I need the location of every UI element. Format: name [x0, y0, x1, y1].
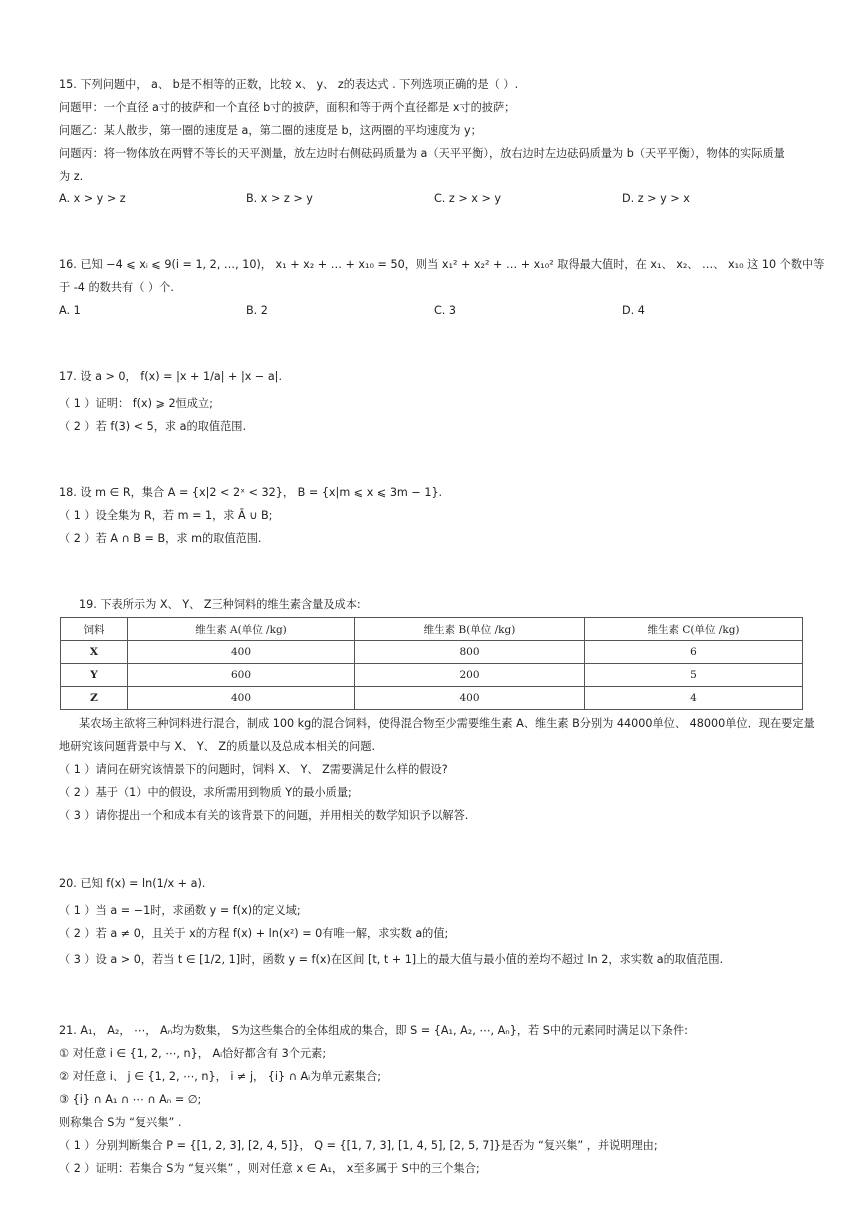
table-cell: 4 — [585, 687, 803, 710]
q16-option-b: B. 2 — [246, 304, 268, 317]
q17-part2: （ 2 ）若 f(3) < 5，求 a的取值范围. — [59, 420, 247, 433]
q16-line1: 16. 已知 −4 ⩽ xᵢ ⩽ 9(i = 1, 2, …, 10)， x₁ + x₂ + … + x₁₀ = 50，则当 x₁² + x₂² + … + x₁₀² 取得最大值时，在 x₁、 x₂、 …、 x₁₀ 这 10 个数中等 — [59, 258, 825, 271]
q21-definition: 则称集合 S为 “复兴集” . — [59, 1116, 182, 1129]
q20-part3: （ 3 ）设 a > 0，若当 t ∈ [1/2, 1]时，函数 y = f(x)在区间 [t, t + 1]上的最大值与最小值的差均不超过 ln 2，求实数 a的取值范围. — [59, 953, 724, 966]
q17-part1: （ 1 ）证明： f(x) ⩾ 2恒成立; — [59, 397, 213, 410]
table-cell: X — [61, 641, 128, 664]
table-cell: 6 — [585, 641, 803, 664]
table-header-row — [61, 618, 803, 641]
q19-part3: （ 3 ）请你提出一个和成本有关的该背景下的问题，并用相关的数学知识予以解答. — [59, 809, 469, 822]
q19-part1: （ 1 ）请问在研究该情景下的问题时，饲料 X、 Y、 Z需要满足什么样的假设? — [59, 763, 448, 776]
table-cell: Y — [61, 664, 128, 687]
q19-part2: （ 2 ）基于（1）中的假设，求所需用到物质 Y的最小质量; — [59, 786, 352, 799]
q15-option-a: A. x > y > z — [59, 192, 126, 205]
table-cell: 600 — [128, 664, 355, 687]
q18-part2: （ 2 ）若 A ∩ B = B，求 m的取值范围. — [59, 532, 262, 545]
table-header: 维生素 A(单位 /kg) — [128, 618, 355, 641]
table-header: 饲料 — [61, 618, 128, 641]
q15-problem-a: 问题甲：一个直径 a寸的披萨和一个直径 b寸的披萨，面积和等于两个直径都是 x寸的披萨； — [59, 101, 516, 114]
table-cell: 400 — [355, 687, 585, 710]
table-row — [61, 664, 803, 687]
q15-option-b: B. x > z > y — [246, 192, 313, 205]
q17-stem: 17. 设 a > 0， f(x) = |x + 1/a| + |x − a|. — [59, 370, 283, 383]
q15-option-c: C. z > x > y — [434, 192, 502, 205]
q19-paragraph-line1: 某农场主欲将三种饲料进行混合，制成 100 kg的混合饲料，使得混合物至少需要维生素 A、维生素 B分别为 44000单位、 48000单位．现在要定量 — [79, 717, 815, 730]
table-cell: 5 — [585, 664, 803, 687]
q19-paragraph-line2: 地研究该问题背景中与 X、 Y、 Z的质量以及总成本相关的问题. — [59, 740, 376, 753]
table-header: 维生素 B(单位 /kg) — [355, 618, 585, 641]
q15-option-d: D. z > y > x — [622, 192, 690, 205]
q19-title: 19. 下表所示为 X、 Y、 Z三种饲料的维生素含量及成本: — [79, 598, 361, 611]
q21-stem: 21. A₁， A₂， ⋯， Aₙ均为数集， S为这些集合的全体组成的集合，即 S = {A₁, A₂, ⋯, Aₙ}，若 S中的元素同时满足以下条件: — [59, 1024, 688, 1037]
q18-part1: （ 1 ）设全集为 R，若 m = 1，求 Ā ∪ B; — [59, 509, 273, 522]
q18-stem: 18. 设 m ∈ R，集合 A = {x|2 < 2ˣ < 32}， B = {x|m ⩽ x ⩽ 3m − 1}. — [59, 486, 443, 499]
table-cell: 400 — [128, 641, 355, 664]
table-row — [61, 687, 803, 710]
table-cell: Z — [61, 687, 128, 710]
q15-problem-b: 问题乙：某人散步，第一圈的速度是 a，第二圈的速度是 b，这两圈的平均速度为 y； — [59, 124, 482, 137]
table-cell: 800 — [355, 641, 585, 664]
q16-option-a: A. 1 — [59, 304, 81, 317]
table-cell: 400 — [128, 687, 355, 710]
q21-condition2: ② 对任意 i、 j ∈ {1, 2, ⋯, n}， i ≠ j， {i} ∩ Aᵢ为单元素集合; — [59, 1070, 381, 1083]
q21-condition3: ③ {i} ∩ A₁ ∩ ⋯ ∩ Aₙ = ∅; — [59, 1093, 202, 1106]
vitamin-table — [60, 617, 803, 710]
table-cell: 200 — [355, 664, 585, 687]
q20-part1: （ 1 ）当 a = −1时，求函数 y = f(x)的定义域; — [59, 904, 301, 917]
q16-line2: 于 -4 的数共有（ ）个. — [59, 281, 174, 294]
q15-problem-c-line1: 问题丙：将一物体放在两臂不等长的天平测量，放左边时右侧砝码质量为 a（天平平衡），放右边时左边砝码质量为 b（天平平衡），物体的实际质量 — [59, 147, 785, 160]
q21-part1: （ 1 ）分别判断集合 P = {[1, 2, 3], [2, 4, 5]}， Q = {[1, 7, 3], [1, 4, 5], [2, 5, 7]}是否为 “复兴集” ，并说明理由; — [59, 1139, 658, 1152]
q15-problem-c-line2: 为 z. — [59, 170, 84, 183]
q20-stem: 20. 已知 f(x) = ln(1/x + a). — [59, 877, 206, 890]
q21-part2: （ 2 ）证明：若集合 S为 “复兴集” ，则对任意 x ∈ A₁， x至多属于 S中的三个集合; — [59, 1162, 480, 1175]
q16-option-c: C. 3 — [434, 304, 457, 317]
table-header: 维生素 C(单位 /kg) — [585, 618, 803, 641]
q15-stem: 15. 下列问题中， a、 b是不相等的正数，比较 x、 y、 z的表达式 . 下列选项正确的是（ ）. — [59, 78, 519, 91]
q16-option-d: D. 4 — [622, 304, 645, 317]
table-row — [61, 641, 803, 664]
q20-part2: （ 2 ）若 a ≠ 0，且关于 x的方程 f(x) + ln(x²) = 0有唯一解，求实数 a的值; — [59, 927, 449, 940]
q21-condition1: ① 对任意 i ∈ {1, 2, ⋯, n}， Aᵢ恰好都含有 3个元素; — [59, 1047, 327, 1060]
